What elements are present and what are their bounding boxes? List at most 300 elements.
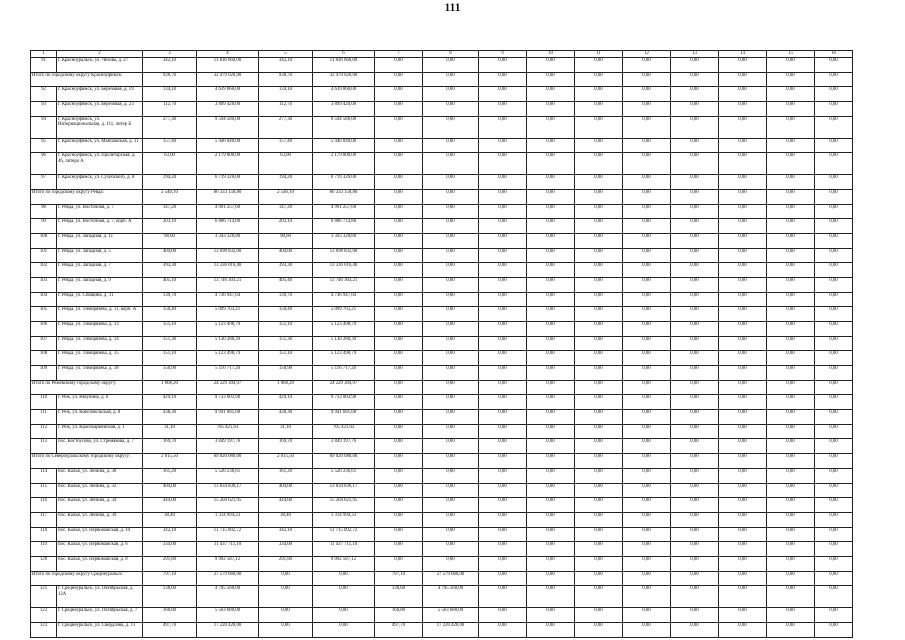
value-cell: 5 563 680,00 (197, 608, 259, 623)
value-cell: 0,00 (767, 190, 815, 205)
value-cell: 17 220 420,00 (423, 622, 479, 637)
value-cell: 0,00 (423, 468, 479, 483)
address-cell: г. Реж, ул. Вязупина, д. 6 (57, 395, 143, 410)
value-cell: 0,00 (815, 248, 853, 263)
value-cell: 0,00 (423, 58, 479, 73)
value-cell: 405,10 (143, 278, 197, 293)
value-cell: 0,00 (767, 263, 815, 278)
row-number: 113 (31, 439, 57, 454)
value-cell: 0,00 (815, 87, 853, 102)
table-row (31, 366, 853, 381)
subtotal-label: Итого по городскому округу Ревда: (31, 190, 143, 205)
value-cell: 0,00 (719, 138, 767, 153)
value-cell: 0,00 (375, 366, 423, 381)
value-cell: 0,00 (423, 498, 479, 513)
value-cell: 0,00 (671, 512, 719, 527)
value-cell: 0,00 (671, 410, 719, 425)
value-cell: 0,00 (575, 102, 623, 117)
value-cell: 2 015,50 (143, 454, 197, 469)
value-cell: 0,00 (313, 571, 375, 586)
value-cell: 160,80 (143, 608, 197, 623)
value-cell: 3 343 328,80 (197, 234, 259, 249)
table-row (31, 439, 853, 454)
address-cell: г. Красноуфимск, ул. Березовая, д. 19 (57, 87, 143, 102)
value-cell: 0,00 (767, 410, 815, 425)
value-cell: 0,00 (375, 307, 423, 322)
value-cell: 0,00 (623, 542, 671, 557)
value-cell: 0,00 (623, 336, 671, 351)
col-header: 6 (313, 51, 375, 58)
value-cell: 0,00 (575, 622, 623, 637)
value-cell: 0,00 (623, 439, 671, 454)
value-cell: 342,10 (259, 58, 313, 73)
value-cell: 9 594 580,00 (197, 116, 259, 138)
value-cell: 0,00 (375, 234, 423, 249)
value-cell: 0,00 (815, 58, 853, 73)
value-cell: 0,00 (575, 87, 623, 102)
address-cell: г. Ревда, ул. Западная, д. 9 (57, 278, 143, 293)
value-cell: 0,00 (527, 512, 575, 527)
address-cell: г. Ревда, ул. Тимирязева, д. 14 (57, 336, 143, 351)
value-cell: 0,00 (423, 380, 479, 395)
value-cell: 0,00 (479, 102, 527, 117)
value-cell: 0,00 (575, 395, 623, 410)
value-cell: 0,00 (479, 351, 527, 366)
value-cell: 6 719 320,00 (197, 175, 259, 190)
value-cell: 0,00 (671, 380, 719, 395)
value-cell: 0,00 (767, 292, 815, 307)
value-cell: 0,00 (623, 586, 671, 608)
value-cell: 0,00 (375, 292, 423, 307)
value-cell: 393,30 (259, 263, 313, 278)
table-row (31, 102, 853, 117)
value-cell: 112,70 (259, 102, 313, 117)
value-cell: 0,00 (527, 292, 575, 307)
value-cell: 0,00 (719, 190, 767, 205)
address-cell: г. Ревда, ул. Тимирязева, д. 15 (57, 351, 143, 366)
value-cell: 0,00 (527, 527, 575, 542)
address-cell: пос. Калья, ул. Первомайская, д. 10 (57, 527, 143, 542)
value-cell: 0,00 (815, 204, 853, 219)
table-row (31, 351, 853, 366)
value-cell: 0,00 (527, 278, 575, 293)
row-number: 108 (31, 351, 57, 366)
value-cell: 0,00 (767, 102, 815, 117)
value-cell: 0,00 (719, 483, 767, 498)
subtotal-row (31, 571, 853, 586)
value-cell: 2 546,10 (259, 190, 313, 205)
value-cell: 0,00 (623, 102, 671, 117)
value-cell: 9 733 003,90 (313, 395, 375, 410)
value-cell: 0,00 (767, 336, 815, 351)
value-cell: 5 123 498,79 (197, 322, 259, 337)
value-cell: 0,00 (479, 527, 527, 542)
value-cell: 0,00 (479, 322, 527, 337)
data-table (30, 50, 853, 638)
value-cell: 0,00 (527, 219, 575, 234)
value-cell: 0,00 (575, 138, 623, 153)
value-cell: 0,00 (313, 622, 375, 637)
value-cell: 0,00 (671, 263, 719, 278)
row-number: 112 (31, 424, 57, 439)
value-cell: 4 991 257,60 (197, 204, 259, 219)
value-cell: 0,00 (423, 292, 479, 307)
value-cell: 27 579 660,00 (197, 571, 259, 586)
value-cell: 6 719 320,00 (313, 175, 375, 190)
value-cell: 0,00 (623, 498, 671, 513)
value-cell: 0,00 (375, 439, 423, 454)
value-cell: 0,00 (719, 322, 767, 337)
value-cell: 9 992 587,12 (197, 556, 259, 571)
value-cell: 0,00 (375, 278, 423, 293)
value-cell: 0,00 (575, 380, 623, 395)
row-number: 111 (31, 410, 57, 425)
value-cell: 32 479 020,00 (313, 72, 375, 87)
value-cell: 5 116 717,20 (313, 366, 375, 381)
value-cell: 0,00 (423, 102, 479, 117)
value-cell: 0,00 (623, 175, 671, 190)
value-cell: 203,10 (143, 219, 197, 234)
value-cell: 0,00 (575, 608, 623, 623)
value-cell: 0,00 (767, 622, 815, 637)
value-cell: 0,00 (815, 263, 853, 278)
value-cell: 0,00 (767, 556, 815, 571)
value-cell: 797,10 (375, 571, 423, 586)
value-cell: 0,00 (527, 153, 575, 175)
value-cell: 0,00 (719, 571, 767, 586)
value-cell: 147,20 (259, 204, 313, 219)
value-cell: 0,00 (527, 351, 575, 366)
value-cell: 0,00 (423, 234, 479, 249)
value-cell: 0,00 (719, 102, 767, 117)
value-cell: 0,00 (527, 498, 575, 513)
value-cell: 0,00 (767, 454, 815, 469)
value-cell: 5 563 680,00 (423, 608, 479, 623)
value-cell: 169,70 (259, 439, 313, 454)
row-number: 96 (31, 153, 57, 175)
value-cell: 0,00 (575, 307, 623, 322)
value-cell: 0,00 (479, 263, 527, 278)
value-cell: 11 836 660,00 (197, 58, 259, 73)
value-cell: 4 736 947,64 (313, 292, 375, 307)
value-cell: 0,00 (479, 366, 527, 381)
value-cell: 0,00 (767, 527, 815, 542)
value-cell: 0,00 (479, 395, 527, 410)
value-cell: 0,00 (719, 204, 767, 219)
value-cell: 0,00 (527, 116, 575, 138)
value-cell: 291,80 (259, 556, 313, 571)
value-cell: 5 123 498,79 (313, 322, 375, 337)
table-row (31, 219, 853, 234)
value-cell: 0,00 (815, 571, 853, 586)
value-cell: 0,00 (767, 483, 815, 498)
value-cell: 6 886 714,80 (197, 219, 259, 234)
value-cell: 342,10 (143, 527, 197, 542)
address-cell: пос. Калья, ул. Первомайская, д. 6 (57, 542, 143, 557)
value-cell: 0,00 (575, 439, 623, 454)
row-number: 98 (31, 204, 57, 219)
row-number: 122 (31, 608, 57, 623)
value-cell: 0,00 (259, 608, 313, 623)
value-cell: 0,00 (479, 586, 527, 608)
value-cell: 0,00 (719, 234, 767, 249)
value-cell: 0,00 (527, 366, 575, 381)
value-cell: 0,00 (527, 58, 575, 73)
address-cell: г. Реж, ул. Красноармейская, д. 1 (57, 424, 143, 439)
table-row (31, 608, 853, 623)
row-number: 109 (31, 366, 57, 381)
value-cell: 0,00 (423, 204, 479, 219)
value-cell: 5 130 280,39 (313, 336, 375, 351)
value-cell: 0,00 (815, 556, 853, 571)
value-cell: 0,00 (815, 395, 853, 410)
value-cell: 0,00 (423, 424, 479, 439)
value-cell: 0,00 (575, 483, 623, 498)
value-cell: 0,00 (815, 424, 853, 439)
value-cell: 0,00 (767, 219, 815, 234)
value-cell: 0,00 (623, 571, 671, 586)
value-cell: 0,00 (719, 586, 767, 608)
value-cell: 0,00 (719, 454, 767, 469)
table-row (31, 153, 853, 175)
value-cell: 13 834 836,17 (313, 483, 375, 498)
value-cell: 0,00 (479, 410, 527, 425)
col-header: 10 (527, 51, 575, 58)
value-cell: 134,10 (143, 87, 197, 102)
value-cell: 0,00 (375, 542, 423, 557)
value-cell: 0,00 (423, 366, 479, 381)
value-cell: 0,00 (623, 190, 671, 205)
value-cell: 0,00 (575, 410, 623, 425)
value-cell: 3 899 420,00 (313, 102, 375, 117)
value-cell: 0,00 (815, 608, 853, 623)
value-cell: 0,00 (671, 608, 719, 623)
col-header: 1 (31, 51, 57, 58)
value-cell: 0,00 (671, 439, 719, 454)
row-number: 107 (31, 336, 57, 351)
value-cell: 0,00 (423, 454, 479, 469)
value-cell: 0,00 (479, 608, 527, 623)
value-cell: 0,00 (375, 204, 423, 219)
value-cell: 0,00 (815, 190, 853, 205)
value-cell: 0,00 (423, 263, 479, 278)
value-cell: 0,00 (479, 439, 527, 454)
address-cell: г. Красноуфимск, ул. Березовая, д. 23 (57, 102, 143, 117)
address-cell: г. Ревда, ул. Восточная, д. 7, корп. А (57, 219, 143, 234)
value-cell: 5 123 498,79 (197, 351, 259, 366)
value-cell: 0,00 (671, 366, 719, 381)
value-cell: 0,00 (815, 410, 853, 425)
value-cell: 0,00 (423, 190, 479, 205)
value-cell: 161,20 (259, 468, 313, 483)
value-cell: 291,80 (143, 556, 197, 571)
subtotal-label: Итого по городскому округу Среднеуральск: (31, 571, 143, 586)
value-cell: 0,00 (375, 410, 423, 425)
value-cell: 0,00 (623, 138, 671, 153)
value-cell: 194,20 (143, 175, 197, 190)
col-header: 9 (479, 51, 527, 58)
value-cell: 705 421,63 (197, 424, 259, 439)
value-cell: 0,00 (767, 542, 815, 557)
value-cell: 0,00 (375, 556, 423, 571)
value-cell: 0,00 (479, 234, 527, 249)
value-cell: 9 941 681,68 (197, 410, 259, 425)
subtotal-row (31, 190, 853, 205)
value-cell: 151,10 (259, 351, 313, 366)
value-cell: 6 886 714,80 (313, 219, 375, 234)
address-cell: г. Красноуральск, ул. Чехова, д. 27 (57, 58, 143, 73)
value-cell: 24 229 304,97 (197, 380, 259, 395)
value-cell: 0,00 (719, 153, 767, 175)
value-cell: 0,00 (527, 410, 575, 425)
value-cell: 0,00 (479, 556, 527, 571)
address-cell: г. Красноуфимск, ул. Сухобского, д. 8 (57, 175, 143, 190)
value-cell: 5 446 040,00 (313, 138, 375, 153)
value-cell: 0,00 (623, 380, 671, 395)
value-cell: 0,00 (671, 395, 719, 410)
value-cell: 0,00 (815, 468, 853, 483)
row-number: 95 (31, 138, 57, 153)
col-header: 11 (575, 51, 623, 58)
value-cell: 0,00 (479, 454, 527, 469)
value-cell: 0,00 (767, 307, 815, 322)
value-cell: 0,00 (623, 556, 671, 571)
value-cell: 0,00 (719, 292, 767, 307)
value-cell: 0,00 (767, 468, 815, 483)
value-cell: 0,00 (479, 498, 527, 513)
value-cell: 0,00 (575, 454, 623, 469)
row-number: 102 (31, 263, 57, 278)
value-cell: 0,00 (575, 116, 623, 138)
value-cell: 0,00 (479, 292, 527, 307)
address-cell: пос. Калья, ул. Ленина, д. 39 (57, 512, 143, 527)
table-row (31, 175, 853, 190)
value-cell: 0,00 (767, 608, 815, 623)
value-cell: 86 333 158,80 (197, 190, 259, 205)
value-cell: 0,00 (719, 512, 767, 527)
value-cell: 0,00 (375, 380, 423, 395)
value-cell: 0,00 (375, 498, 423, 513)
value-cell: 0,00 (423, 336, 479, 351)
col-header: 3 (143, 51, 197, 58)
value-cell: 0,00 (719, 468, 767, 483)
value-cell: 86 333 158,80 (313, 190, 375, 205)
value-cell: 0,00 (623, 219, 671, 234)
value-cell: 0,00 (423, 116, 479, 138)
value-cell: 0,00 (671, 542, 719, 557)
value-cell: 0,00 (479, 622, 527, 637)
value-cell: 24 229 304,97 (313, 380, 375, 395)
value-cell: 1 068,20 (143, 380, 197, 395)
value-cell: 31,10 (259, 424, 313, 439)
value-cell: 0,00 (767, 366, 815, 381)
table-row (31, 116, 853, 138)
address-cell: пос. Калья, ул. Ленина, д. 32 (57, 483, 143, 498)
value-cell: 0,00 (623, 263, 671, 278)
value-cell: 0,00 (375, 72, 423, 87)
value-cell: 0,00 (815, 219, 853, 234)
value-cell: 438,30 (259, 410, 313, 425)
value-cell: 13 746 303,21 (313, 278, 375, 293)
row-number: 92 (31, 87, 57, 102)
value-cell: 0,00 (623, 72, 671, 87)
value-cell: 0,00 (575, 190, 623, 205)
value-cell: 0,00 (815, 483, 853, 498)
value-cell: 3 343 328,80 (313, 234, 375, 249)
value-cell: 0,00 (767, 175, 815, 190)
value-cell: 0,00 (719, 542, 767, 557)
value-cell: 0,00 (623, 512, 671, 527)
value-cell: 0,00 (375, 116, 423, 138)
table-row (31, 586, 853, 608)
value-cell: 1 068,20 (259, 380, 313, 395)
value-cell: 393,30 (143, 263, 197, 278)
value-cell: 3 899 420,00 (197, 102, 259, 117)
address-cell: г. Ревда, ул. Западная, д. 11 (57, 234, 143, 249)
address-cell: г. Реж, ул. Комсомольская, д. 8 (57, 410, 143, 425)
value-cell: 0,00 (767, 424, 815, 439)
value-cell: 160,80 (375, 608, 423, 623)
value-cell: 0,00 (623, 622, 671, 637)
value-cell: 0,00 (375, 190, 423, 205)
value-cell: 0,00 (671, 322, 719, 337)
value-cell: 0,00 (671, 248, 719, 263)
value-cell: 0,00 (719, 556, 767, 571)
value-cell: 0,00 (479, 278, 527, 293)
value-cell: 0,00 (575, 366, 623, 381)
value-cell: 0,00 (479, 175, 527, 190)
table-row (31, 498, 853, 513)
value-cell: 0,00 (575, 72, 623, 87)
table-row (31, 58, 853, 73)
value-cell: 157,40 (143, 138, 197, 153)
value-cell: 98,60 (259, 234, 313, 249)
row-number: 104 (31, 292, 57, 307)
value-cell: 0,00 (423, 138, 479, 153)
value-cell: 9 594 580,00 (313, 116, 375, 138)
table-row (31, 468, 853, 483)
value-cell: 5 099 763,21 (313, 307, 375, 322)
value-cell: 0,00 (375, 527, 423, 542)
row-number: 99 (31, 219, 57, 234)
value-cell: 0,00 (423, 410, 479, 425)
table-row (31, 424, 853, 439)
value-cell: 1 314 994,33 (313, 512, 375, 527)
table-row (31, 263, 853, 278)
value-cell: 13 746 303,21 (197, 278, 259, 293)
value-cell: 9 733 003,90 (197, 395, 259, 410)
value-cell: 0,00 (671, 87, 719, 102)
table-row (31, 410, 853, 425)
value-cell: 0,00 (815, 138, 853, 153)
value-cell: 938,70 (259, 72, 313, 87)
value-cell: 0,00 (671, 102, 719, 117)
value-cell: 0,00 (423, 278, 479, 293)
value-cell: 0,00 (671, 454, 719, 469)
value-cell: 277,30 (259, 116, 313, 138)
address-cell: г. Среднеуральск, ул. Октябрьская, д. 7 (57, 608, 143, 623)
value-cell: 0,00 (671, 138, 719, 153)
value-cell: 0,00 (479, 307, 527, 322)
row-number: 114 (31, 468, 57, 483)
value-cell: 0,00 (575, 58, 623, 73)
subtotal-label: Итого по городскому округу Красноуфимск: (31, 72, 143, 87)
value-cell: 2 179 800,00 (313, 153, 375, 175)
value-cell: 9 992 587,12 (313, 556, 375, 571)
value-cell: 147,20 (143, 204, 197, 219)
value-cell: 0,00 (623, 58, 671, 73)
value-cell: 11 437 711,10 (197, 542, 259, 557)
